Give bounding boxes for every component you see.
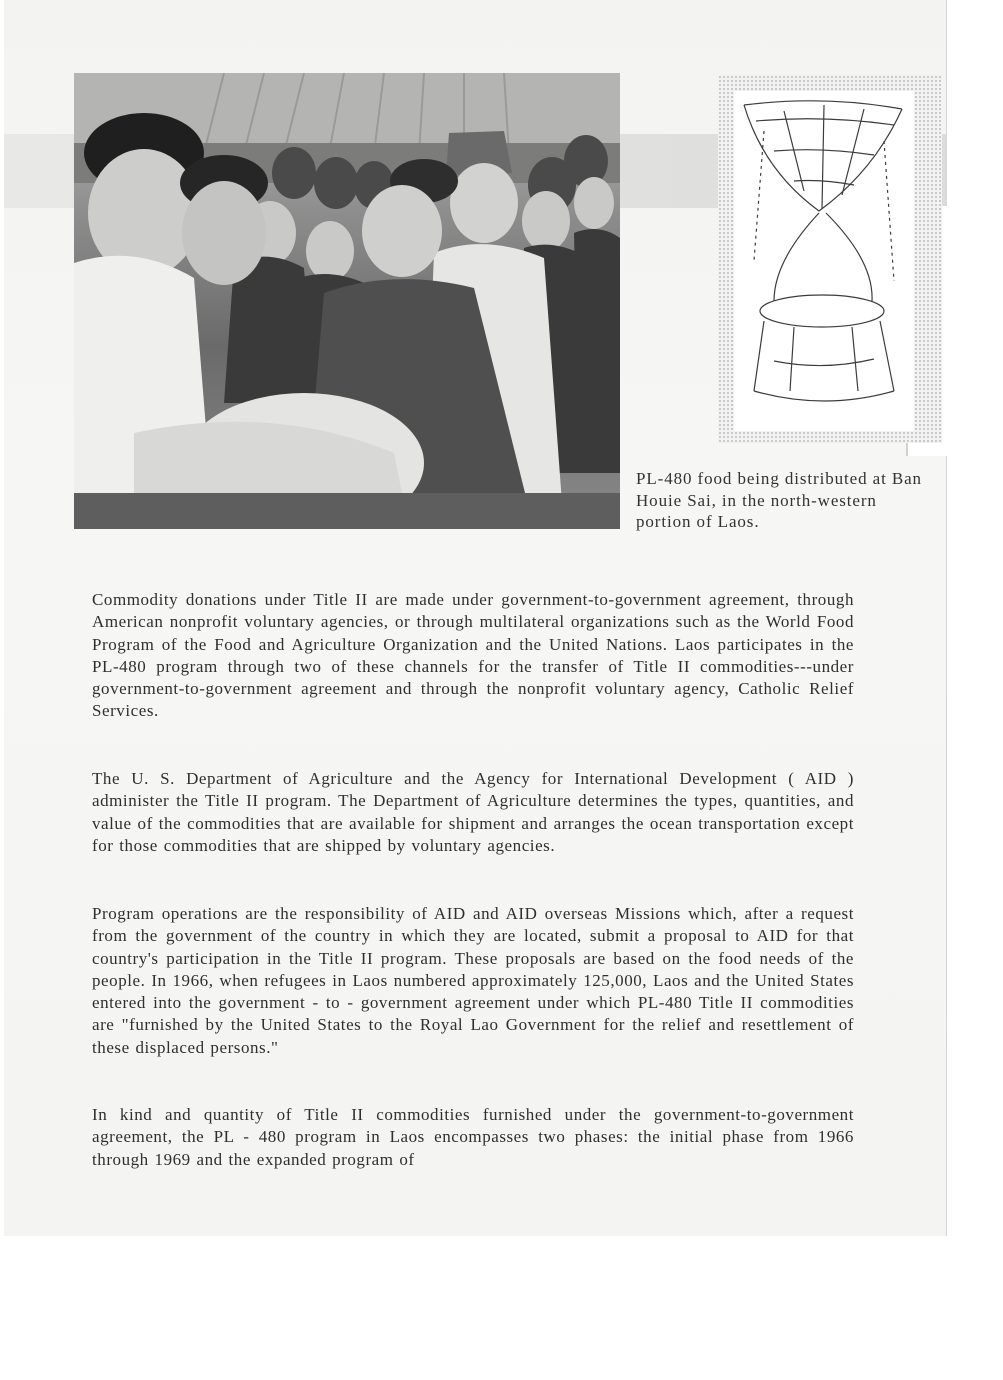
food-distribution-photo [74, 73, 620, 529]
paragraph-usda-aid: The U. S. Department of Agriculture and the Agency for International Development ( AID ) administer the Title II program. The Department of Agriculture determines the types, quantities, and value of the commodities that are available for shipment and arranges the ocean transportation except for those commodities that are shipped by voluntary agencies. [92, 769, 854, 855]
photo-caption: PL-480 food being distributed at Ban Houie Sai, in the north-western portion of Laos. [636, 469, 922, 531]
photo-drawing [74, 73, 620, 529]
paragraph-program-operations: Program operations are the responsibility of AID and AID overseas Missions which, after a request from the government of the country in which they are located, submit a proposal to AID for that country's participation in the Title II program. These proposals are based on the food needs of the people. In 1966, when refugees in Laos numbered approximately 125,000, Laos and the United States entered into the government - to - government agreement under which PL-480 Title II commodities are "furnished by the United States to the Royal Lao Government for the relief and resettlement of these displaced persons." [92, 904, 854, 1057]
paragraph-commodity-donations: Commodity donations under Title II are made under government-to-government agreement, through American nonprofit voluntary agencies, or through multilateral organizations such as the World Food Program of the Food and Agriculture Organization and the United Nations. Laos participates in the PL-480 program through two of these channels for the transfer of Title II commodities---under government-to-government agreement and through the nonprofit voluntary agency, Catholic Relief Services. [92, 590, 854, 721]
paragraph-kind-quantity: In kind and quantity of Title II commodities furnished under the government-to-government agreement, the PL - 480 program in Laos encompasses two phases: the initial phase from 1966 through 1969 and the expanded program of [92, 1105, 854, 1169]
illustration-panel [734, 91, 914, 431]
illustration-frame [718, 75, 942, 443]
basket-illustration-icon [734, 91, 914, 431]
